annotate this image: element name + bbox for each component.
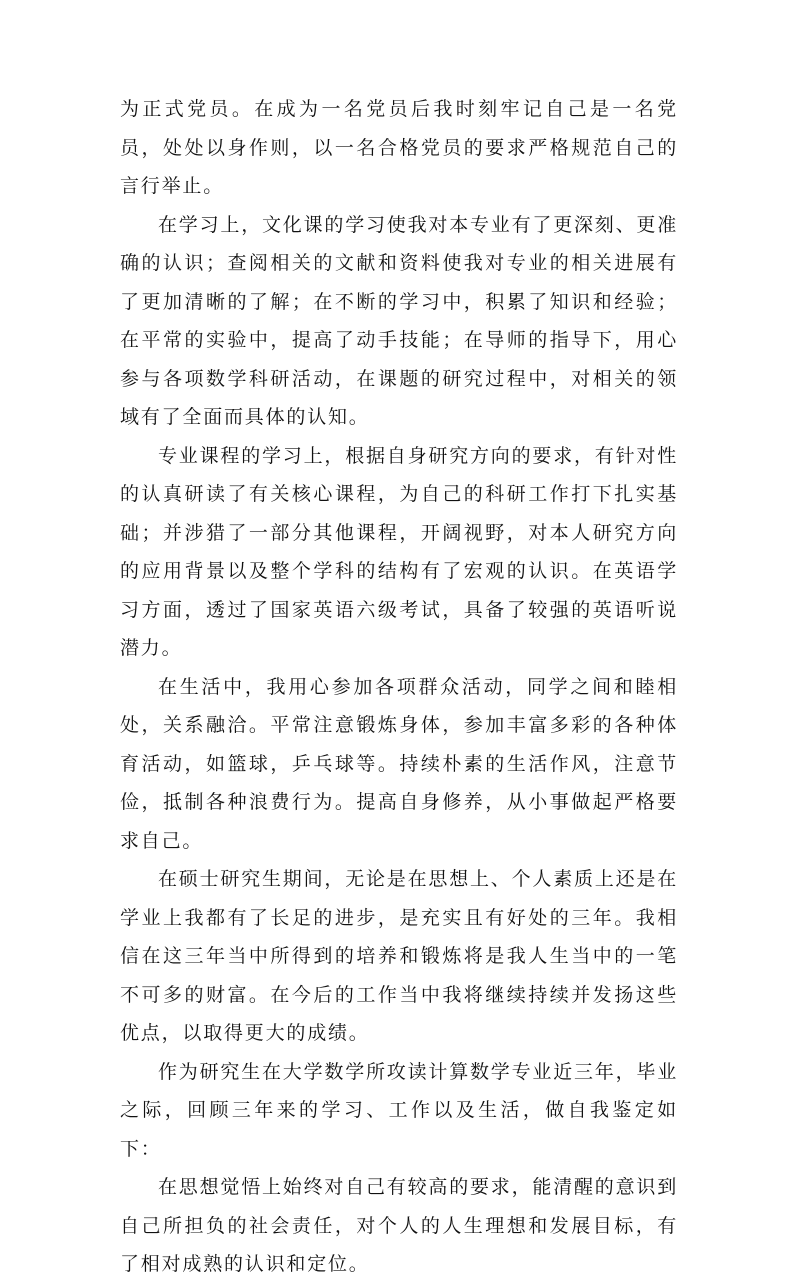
- paragraph-continuation: 为正式党员。在成为一名党员后我时刻牢记自己是一名党员，处处以身作则，以一名合格党员的要求严格规范自己的言行举止。: [120, 98, 678, 197]
- paragraph-thought: 在思想觉悟上始终对自己有较高的要求，能清醒的意识到自己所担负的社会责任，对个人的人生理想和发展目标，有了相对成熟的认识和定位。: [120, 1176, 679, 1275]
- paragraph-summary: 在硕士研究生期间，无论是在思想上、个人素质上还是在学业上我都有了长足的进步，是充实且有好处的三年。我相信在这三年当中所得到的培养和锻炼将是我人生当中的一笔不可多的财富。在今后的工作当中我将继续持续并发扬这些优点，以取得更大的成绩。: [120, 868, 679, 1044]
- paragraph-life: 在生活中，我用心参加各项群众活动，同学之间和睦相处，关系融洽。平常注意锻炼身体，参加丰富多彩的各种体育活动，如篮球，乒乓球等。持续朴素的生活作风，注意节俭，抵制各种浪费行为。提高自身修养，从小事做起严格要求自己。: [120, 675, 678, 852]
- paragraph-courses: 专业课程的学习上，根据自身研究方向的要求，有针对性的认真研读了有关核心课程，为自己的科研工作打下扎实基础；并涉猎了一部分其他课程，开阔视野，对本人研究方向的应用背景以及整个学科的结构有了宏观的认识。在英语学习方面，透过了国家英语六级考试，具备了较强的英语听说潜力。: [120, 444, 679, 659]
- paragraph-intro: 作为研究生在大学数学所攻读计算数学专业近三年，毕业之际，回顾三年来的学习、工作以及生活，做自我鉴定如下：: [120, 1060, 679, 1160]
- document-body: [120, 90, 678, 1284]
- paragraph-study: 在学习上，文化课的学习使我对本专业有了更深刻、更准确的认识；查阅相关的文献和资料使我对专业的相关进展有了更加清晰的了解；在不断的学习中，积累了知识和经验；在平常的实验中，提高了动手技能；在导师的指导下，用心参与各项数学科研活动，在课题的研究过程中，对相关的领域有了全面而具体的认知。: [120, 213, 679, 428]
